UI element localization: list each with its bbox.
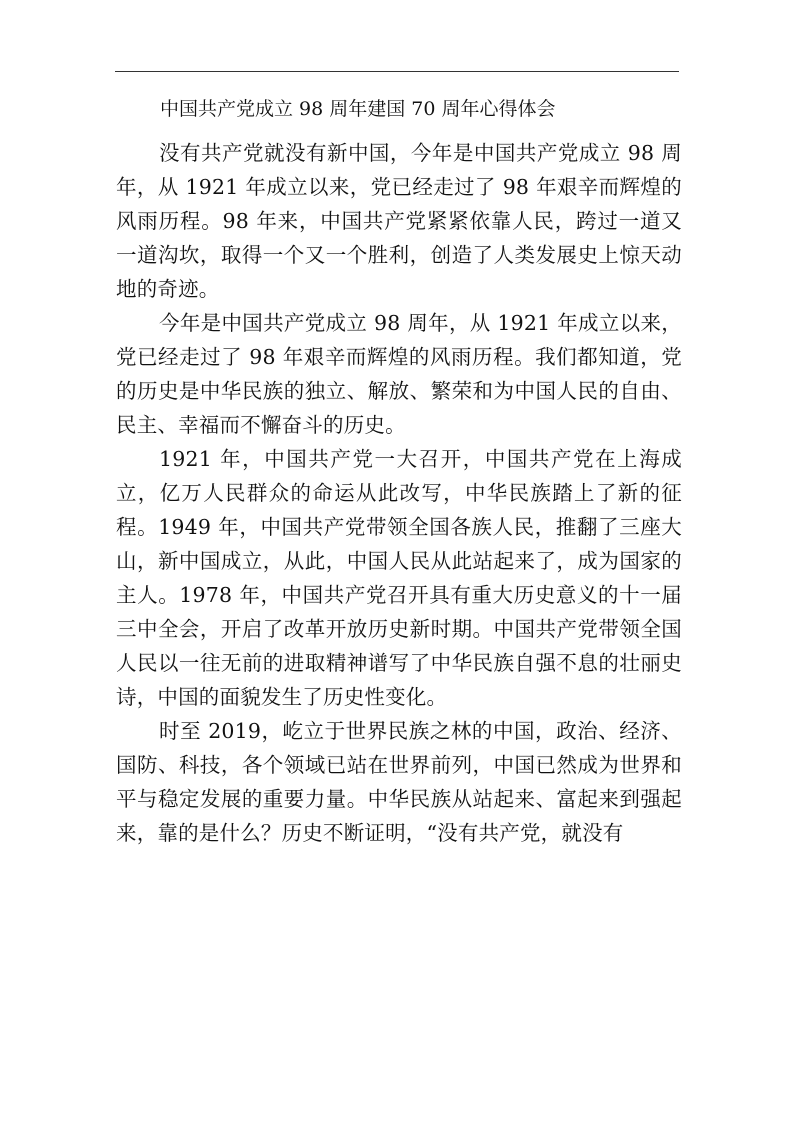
header-rule bbox=[115, 71, 679, 72]
paragraph-4: 时至 2019，屹立于世界民族之林的中国，政治、经济、国防、科技，各个领域已站在世界前列，中国已然成为世界和平与稳定发展的重要力量。中华民族从站起来、富起来到强起来，靠的是什么？历史不断证明，“没有共产党，就没有 bbox=[116, 719, 682, 845]
paragraph-3: 1921 年，中国共产党一大召开，中国共产党在上海成立，亿万人民群众的命运从此改写，中华民族踏上了新的征程。1949 年，中国共产党带领全国各族人民，推翻了三座大山，新中国成立，从此，中国人民从此站起来了，成为国家的主人。1978 年，中国共产党召开具有重大历史意义的十一届三中全会，开启了改革开放历史新时期。中国共产党带领全国人民以一往无前的进取精神谱写了中华民族自强不息的壮丽史诗，中国的面貌发生了历史性变化。 bbox=[116, 447, 682, 709]
document-body bbox=[116, 136, 682, 850]
document-title: 中国共产党成立 98 周年建国 70 周年心得体会 bbox=[160, 98, 556, 120]
paragraph-2: 今年是中国共产党成立 98 周年，从 1921 年成立以来，党已经走过了 98 年艰辛而辉煌的风雨历程。我们都知道，党的历史是中华民族的独立、解放、繁荣和为中国人民的自由、民主、幸福而不懈奋斗的历史。 bbox=[116, 311, 682, 437]
paragraph-1: 没有共产党就没有新中国，今年是中国共产党成立 98 周年，从 1921 年成立以来，党已经走过了 98 年艰辛而辉煌的风雨历程。98 年来，中国共产党紧紧依靠人民，跨过一道又一道沟坎，取得一个又一个胜利，创造了人类发展史上惊天动地的奇迹。 bbox=[116, 141, 682, 301]
